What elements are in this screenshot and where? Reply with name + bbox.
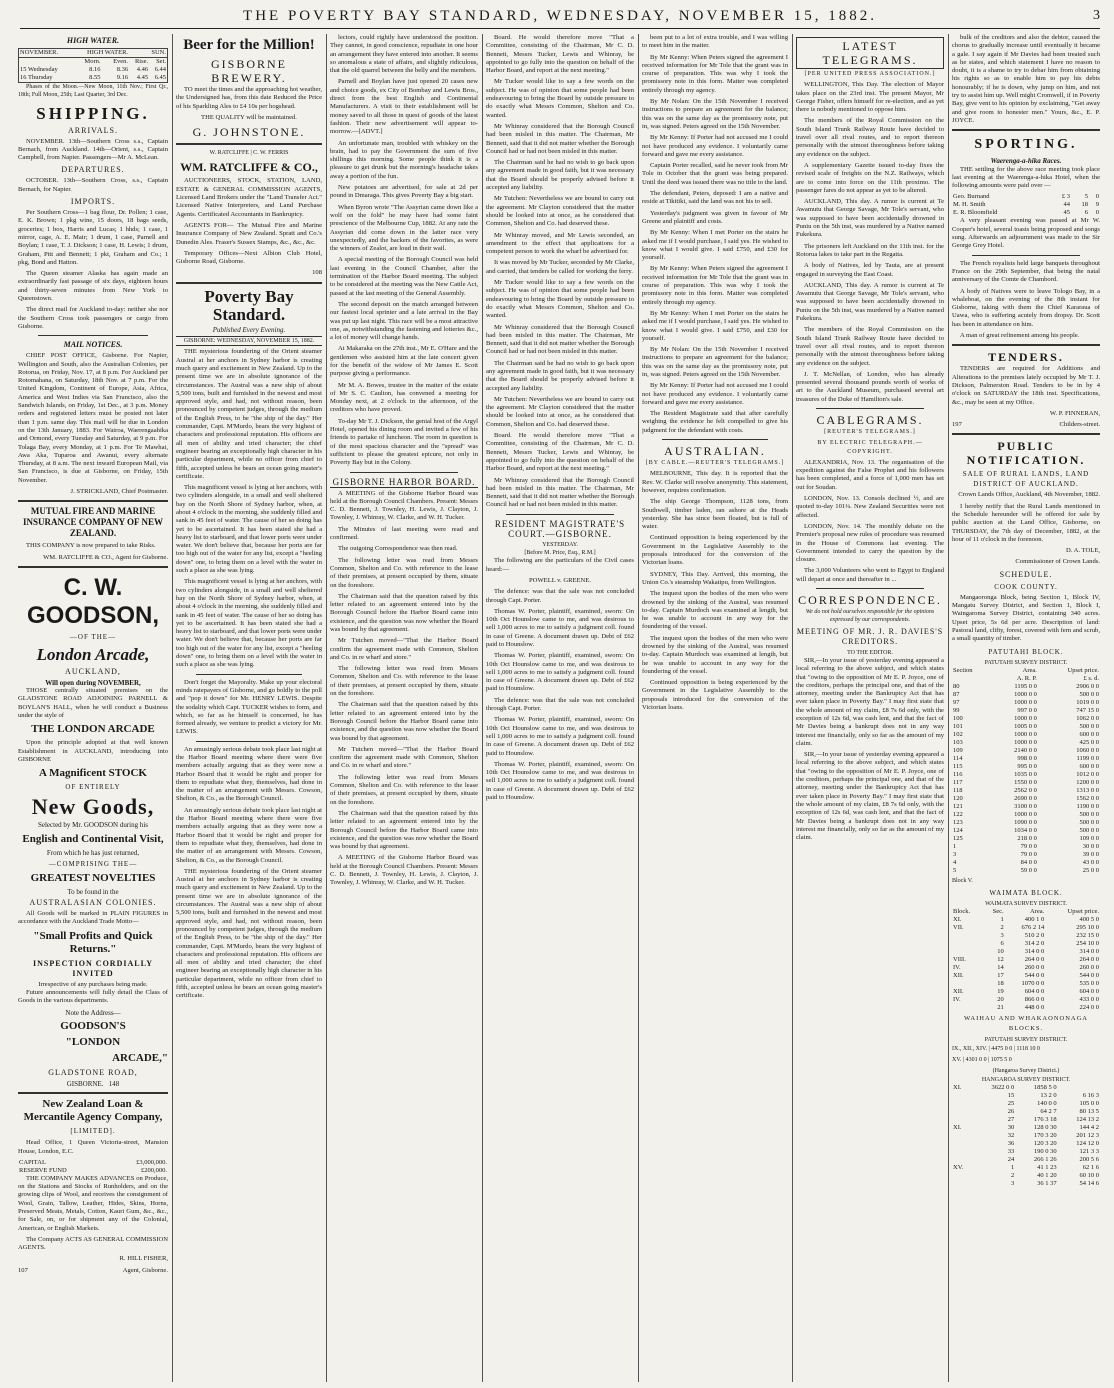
- tenders-sign: W. P. FINNERAN,: [1049, 409, 1100, 417]
- correspondence-title: MEETING OF MR. J. R. DAVIES'S CREDITORS.: [796, 626, 944, 646]
- news-paragraph: The French royalists held large banquets throughout France on the 29th September, that being the natal anniversary of the Comte de Chambord.: [952, 259, 1100, 284]
- column-3: [330, 34, 478, 1382]
- tenders-heading: TENDERS.: [988, 350, 1064, 365]
- waimata-sub: WAIMATA SURVEY DISTRICT.: [985, 901, 1067, 908]
- rm-court-day: YESTERDAY.: [542, 541, 578, 548]
- waimata-table: Block. Sec. Area. Upset price. XI. 1 400 1 0 400 5 0 VII. 2 676 2 14 295 10 0 3 510 2 0 232 15 0 6 314 2 0 254 10 0 10 314 0 0 314 0 0 VIII. 12 264 0 0 264 0 0 IV. 14 260 0 0 260 0 0 XII. 17 544 0 0 544 0 0 18 1070 0 0 535 0 0 XII. 19 604 0 0 604 0 0 IV. 20 866 0 0 433 0 0 21 448 0 0 224 0 0: [953, 908, 1099, 1012]
- telegram-paragraph: A body of Natives, led by Tauta, are at present engaged in surveying the East Coast.: [796, 262, 944, 278]
- editorial-paragraph: An amusingly serious debate took place last night at the Harbor Board meeting where there were five members actually arguing that as they were now a Harbor Board that it would be right and proper for them to repudiate what they, themselves, had done in the matter of an arrangement with Messrs. Cowson, Shelton, & Co., as the Borough Council.: [176, 745, 322, 803]
- harbor-paragraph: The Chairman said that the question raised by this letter related to an agreement entered into by the Borough Council before the Harbor Board came into existence, and the question was now whether the Board was bound by that agreement.: [330, 809, 478, 851]
- table-row: XV. 1 41 1 23 62 1 6: [953, 1163, 1099, 1171]
- news-paragraph: A body of Natives were to leave Tologo Bay, in a whaleboat, on the evening of the 8th instant for Gisborne, taking with them the Chief Kararaua of Uawa, who is suffering acutely from dropsy. Dr. Scott has been in attendance on him.: [952, 287, 1100, 328]
- table-row: 124 1034 0 0 500 0 0: [953, 826, 1099, 834]
- news-paragraph: Board. He would therefore move "That a Committee, consisting of the Chairman, Mr C. D. Bennett, Messrs Tucker, Lewis and Whinray, be appointed to go fully into the question on behalf of the Harbor Board, and report at the next meeting.": [486, 432, 634, 473]
- harbor-paragraph: A MEETING of the Gisborne Harbor Board was held at the Borough Council Chambers. Present: Messrs C. D. Bennett, J. Townley, H. Lewis, J. Clayton, J. Townley, J. Whinray, W. Clarke, and W. H. Tucker.: [330, 489, 478, 522]
- table-row: 101 1005 0 0 500 0 0: [953, 722, 1099, 730]
- sporting-body: A very pleasant evening was passed at Mr W. Cooper's hotel, several toasts being proposed and songs sung. Afterwards an adjournment was made to the Sir George Grey Hotel.: [952, 217, 1100, 250]
- tide-sub: Even.: [113, 58, 129, 65]
- column-7: [952, 34, 1100, 1382]
- schedule-desc: Mangaoronga Block, being Section 1, Block IV, Mangatu Survey District, and Section 1, Block I, Waingaroma Survey District, containing 340 acres. Upset price, 5s 6d per acre. Description of land: Pastoral land, clifty, forest, covered with fern and scrub, a small quantity of timber.: [952, 593, 1100, 643]
- mail-notices-heading: MAIL NOTICES.: [63, 340, 123, 350]
- court-paragraph: By Mr Kenny: When I met Porter on the stairs he asked me if I would purchase, I said yes. He wished to know what I would give. I said £750, and £30 for yourself.: [642, 229, 788, 262]
- goodson-future: Future announcements will fully detail the Class of Goods in the various departments.: [18, 989, 168, 1005]
- tide-sub: Morn.: [84, 58, 101, 65]
- public-notification-heading: PUBLIC NOTIFICATION.: [966, 439, 1086, 468]
- table-row: 120 2690 0 0 1562 0 0: [953, 794, 1099, 802]
- editorial-paragraph: THE mysterious foundering of the Orient steamer Austral at her anchors in Sydney harbor is creating much query and excitement in New Zealand. Up to the present time we are in absolute ignorance of the circumstances. The Austral was a new ship of about 5,500 tons, built and furnished in the newest and most approved style, and had, not without reason, been pronounced by competent judges, through the medium of the English Press, to be "the ship of the day." Her commander, Capt. M'Murdo, bears the very highest of characters and professional reputation. His officers are all men of ability and tried character; the chief engineer bearing an exceptionally high character in his particular department, while no officer from chief to fifth, accepted unless he bears an ocean going master's certificate.: [176, 348, 322, 480]
- cablegrams-sub: BY ELECTRIC TELEGRAPH.—COPYRIGHT.: [817, 440, 923, 455]
- news-paragraph: The second deposit on the match arranged between our fastest local sprinter and a late arrival in the Bay was put up last night. This race will be a most attractive one, as, notwithstanding the fastening and lotteries &c., a lot of money will change hands.: [330, 300, 478, 342]
- news-paragraph: Mr M. A. Bowes, trustee in the matter of the estate of Mr S. C. Caulton, has convened a meeting for Monday next, at 2 o'clock in the afternoon, of the creditors who have proved.: [330, 381, 478, 414]
- table-row: XII. 17 544 0 0 544 0 0: [953, 972, 1099, 980]
- australian-paragraph: SYDNEY, This Day. Arrived, this morning, the Union Co.'s steamship Wakatipu, from Wellington.: [642, 570, 788, 586]
- court-paragraph: The defence: was that the sale was not concluded through Capt. Porter.: [486, 588, 634, 604]
- goodson-body: THOSE centrally situated premises on the GLADSTONE ROAD ADJOINING PARNELL & BOYLAN'S HALL, when he will conduct a Business under the style of: [18, 687, 168, 720]
- nz-loan-heading: New Zealand Loan & Mercantile Agency Company,: [23, 1098, 163, 1124]
- court-paragraph: Thomas W. Porter, plaintiff, examined, sworn: On 10th Oct Hounslow came to me, and was desirous to sell 1,000 acres to me to satisfy a judgment coll. found in case of Greene. A document drawn up. Debt of £62 paid to Hounslow.: [486, 760, 634, 802]
- harbor-paragraph: The Chairman said that the question raised by this letter related to an agreement entered into by the Borough Council before the Harbor Board came into existence, and the question was now whether the Board was bound by that agreement.: [330, 592, 478, 633]
- table-row: XI. 30 128 0 30 144 4 2: [953, 1123, 1099, 1131]
- court-paragraph: Yesterday's judgment was given in favour of Mr Greene and plaintiff and costs.: [642, 209, 788, 225]
- table-row: XII. 19 604 0 0 604 0 0: [953, 988, 1099, 996]
- mutual-fire-text: THIS COMPANY is now prepared to take Risks.: [26, 542, 156, 550]
- court-paragraph: The defendant, Peters, deposed: I am a native and reside at Tikitiki, said the land was not his to sell.: [642, 190, 788, 206]
- goodson-colonies: AUSTRALASIAN COLONIES.: [29, 898, 157, 908]
- shipping-note: The Queen steamer Alaska has again made an extraordinarily fast passage of six days, eighteen hours and thirty-seven minutes from New York to Queenstown.: [18, 270, 168, 303]
- beer-quality: THE QUALITY will be maintained.: [201, 113, 297, 121]
- beer-body: TO meet the times and the approaching hot weather, the Undersigned has, from this date Reduced the Price of his Sparkling Ales to £4 10s per hogshead.: [176, 86, 322, 110]
- table-row: 5 59 0 0 25 0 0: [953, 866, 1099, 874]
- waimata-heading: WAIMATA BLOCK.: [989, 889, 1063, 898]
- australian-paragraph: The inquest upon the bodies of the men who were drowned by the sinking of the Austral, was resumed to-day. Captain Murdoch was examined at length, but he was unable to account in any way for the foundering of the vessel.: [642, 634, 788, 675]
- column-1: [18, 34, 168, 1382]
- sporting-body: THE settling for the above race meeting took place last evening at the Waerenga-a-hika Hotel, when the following amounts were paid over —: [952, 165, 1100, 190]
- news-paragraph: At Makaraka on the 27th inst., Mr E. O'Hare and the gentlemen who assisted him at the late concert given for the benefit of the widow of Mr James E. Scott purpose giving a performance.: [330, 345, 478, 378]
- column-rule: [948, 34, 949, 1382]
- news-paragraph: Mr Whinray considered that the Borough Council had been misled in this matter. The Chairman, Mr Bennett, said that it did not matter whether the Borough Council had or had not been misled in this matter.: [486, 476, 634, 509]
- australian-paragraph: Continued opposition is being experienced by the Government in the Legislative Assembly to the proposals introduced for the conversion of the Victorian loans.: [642, 679, 788, 712]
- table-row: 6 314 2 0 254 10 0: [1000, 940, 1099, 948]
- news-paragraph: Mr Tutchen: Nevertheless we are bound to carry out the agreement. Mr Clayton considered that the matter should be looked into at once, as he considered that Common, Shelton and Co. had deserved these.: [486, 395, 634, 428]
- cablegram-paragraph: LONDON, Nov. 14. The monthly debate on the Premier's proposal new rules of procedure was resumed in the House of Commons last evening. The Government intended to carry the question by the closure.: [796, 522, 944, 564]
- high-water-heading: HIGH WATER.: [66, 36, 120, 45]
- goodson-name: C. W. GOODSON,: [26, 573, 159, 629]
- column-5: [642, 34, 788, 1382]
- news-paragraph: Board. He would therefore move "That a Committee, consisting of the Chairman, Mr C. D. Bennett, Messrs Tucker, Lewis and Whinray, be appointed to go fully into the question on behalf of the Harbor Board, and report at the next meeting.": [486, 34, 634, 75]
- waihau-sub: PATUTAHI SURVEY DISTRICT.: [984, 1037, 1068, 1044]
- sporting-heading: SPORTING.: [974, 137, 1078, 153]
- telegram-paragraph: AUCKLAND, This day. A rumor is current at Te Awamutu that George Savage, Mr Tole's servant, who was supposed to have been accidentally drowned in Puniu on the 5th inst, was murdered by a Native named Fukekura.: [796, 281, 944, 323]
- tide-col-sun: SUN.: [129, 49, 167, 58]
- news-paragraph: The Chairman said he had no wish to go back upon any agreement made in good faith, but it was necessary that the Board should be properly advised before it accepted any liability.: [486, 159, 634, 192]
- payout-row: E. R. Bloomfield 45 6 0: [953, 209, 1099, 217]
- imports-heading: IMPORTS.: [70, 197, 116, 207]
- public-notification-sign2: Commissioner of Crown Lands.: [1015, 558, 1100, 566]
- shipping-heading: SHIPPING.: [36, 103, 150, 123]
- telegram-paragraph: The prisoners left Auckland on the 11th inst. for the Rotorua lakes to take part in the Regatta.: [796, 242, 944, 258]
- goodson-address: GLADSTONE ROAD,: [48, 1067, 138, 1077]
- beer-heading: Beer for the Million!: [183, 37, 315, 53]
- payout-row: M. H. Smith 44 18 9: [953, 201, 1099, 209]
- standard-title: Poverty Bay Standard.: [204, 286, 294, 324]
- greatest-novelties: GREATEST NOVELTIES: [30, 871, 156, 884]
- column-4: [486, 34, 634, 1382]
- ratcliffe-body: AUCTIONEERS, STOCK, STATION, LAND, ESTATE & GENERAL COMMISSION AGENTS, Licensed Land Brokers under the "Land Transfer Act." Licensed Native Interpreters, and Land Purchase Agents. Certificated Accountants in Bankruptcy.: [176, 177, 322, 218]
- table-row: 10 314 0 0 314 0 0: [997, 948, 1099, 956]
- ratcliffe-agents: AGENTS FOR— The Mutual Fire and Marine Insurance Company of New Zealand. Spratt and Co.'s Dunedin Ales. Fraser's Sussex Stamps, &c., &c., &c.: [176, 221, 322, 246]
- news-paragraph: Parnell and Boylan have just opened 20 cases new and choice goods, ex City of Bombay and Lewis Bros., direct from the best English and Continental Manufacturers. A visit to their establishment will be money saved to all those in quest of goods of the latest fashion. Their new advertisement will appear to-morrow.—[ADVT.]: [330, 78, 478, 136]
- cablegram-paragraph: The 3,000 Volunteers who went to Egypt to England will depart at once and thereafter in ...: [796, 567, 944, 583]
- tide-row: 15 Wednesday 8.16 8.36 4.46 6.44: [20, 66, 166, 73]
- shipping-note: The direct mail for Auckland to-day: neither she nor the Southern Cross took passengers or cargo from Gisborne.: [18, 306, 168, 330]
- cablegrams-byline: [REUTER'S TELEGRAMS.]: [824, 428, 916, 435]
- telegram-paragraph: A supplementary Gazette issued to-day fixes the revised scale of freights on the N.Z. Railways, which are to come into force on the 11th proximo. The passenger fares do not appear as yet to be altered.: [796, 161, 944, 194]
- table-row: 100 1000 0 0 1062 0 0: [953, 714, 1099, 722]
- table-row: 118 2562 0 0 1313 0 0: [953, 786, 1099, 794]
- goodson-irrespective: Irrespective of any purchases being made.: [38, 980, 148, 988]
- table-row: 87 1000 0 0 500 0 0: [953, 690, 1099, 698]
- cablegram-paragraph: LONDON, Nov. 13. Consols declined ½, and are quoted to-day 101¼. New Zealand Securities were not affected.: [796, 495, 944, 519]
- ratcliffe-heading: WM. RATCLIFFE & CO.,: [180, 160, 318, 175]
- goodson-marked: All Goods will be marked in PLAIN FIGURES in accordance with the Auckland Trade Motto—: [18, 910, 168, 926]
- waihau-row: IX., XII., XIV. | 4475 0 0 | 1118 10 0: [952, 1045, 1041, 1052]
- news-paragraph: A man of great refinement among his people.: [960, 332, 1080, 340]
- news-paragraph: The Chairman said he had no wish to go back upon any agreement made in good faith, but it was necessary that the Board should be properly advised before it accepted any liability.: [486, 359, 634, 392]
- news-paragraph: Mr Tucker would like to say a few words on the subject. He was of opinion that some people had been endeavouring to bring the Board by outside pressure to do exactly what Messrs Common, Shelton and Co. wanted.: [486, 279, 634, 320]
- tenders-street: 197 Childers-street.: [952, 421, 1100, 429]
- table-row: 97 1000 0 0 1019 0 0: [953, 698, 1099, 706]
- news-paragraph: An unfortunate man, troubled with whiskey on the brain, had to pay the Government the sum of five shillings this morning. Some people think it is a pleasure to get drunk but the morning's headache takes away a portion of the fun.: [330, 139, 478, 180]
- arrivals-heading: ARRIVALS.: [68, 125, 118, 135]
- harbor-paragraph: The Minutes of last meeting were read and confirmed.: [330, 525, 478, 542]
- harbor-paragraph: The Chairman said that the question raised by this letter related to an agreement entered into by the Borough Council before the Harbor Board came into existence, and the question was now whether the Board was bound by that agreement.: [330, 701, 478, 742]
- editorial-paragraph: This magnificent vessel is lying at her anchors, with two cylinders alongside, in a small and well sheltered bay on the North Shore of Sydney harbor, when, at about 4 o'clock in the morning, she suddenly filled and sank in 45 feet of water. The cause of her so doing has yet to be ascertained. It has been stated she had a heavy list to starboard, and that lower ports were under water. We don't believe that, because her ports are far too high out of the water for any list, except a "heeling down" one, to bring them on a level with the water in such a place as she was lying.: [176, 578, 322, 669]
- table-row: 116 1035 0 0 1012 0 0: [953, 770, 1099, 778]
- goodson-address: GOODSON'S: [60, 1019, 126, 1032]
- ratcliffe-ref: 108: [312, 269, 322, 277]
- goodson-open: Will open during NOVEMBER,: [45, 678, 141, 687]
- tenders-body: TENDERS are required for Additions and Alterations to the premises lately occupied by Mr T. J. Dickson, Palmerston Road. Tenders to be in by 4 o'clock on SATURDAY the 18th inst. Specifications, &c., may be seen at my Office.: [952, 365, 1100, 406]
- table-row: 24 266 1 26 200 5 6: [1007, 1155, 1099, 1163]
- high-water-table: [18, 48, 168, 83]
- tide-col-month: NOVEMBER.: [19, 49, 73, 58]
- patutahi-sub: PATUTAHI SURVEY DISTRICT.: [984, 659, 1068, 666]
- table-row: 2 40 1 20 60 10 0: [1010, 1171, 1099, 1179]
- table-row: XI. 3622 0 0 1858 5 0: [953, 1083, 1057, 1091]
- nz-loan-body: THE COMPANY MAKES ADVANCES on Produce, on the Stations and Stocks of Runholders, and on the growing clips of Wool, and receives the consignment of Wool, Grain, Tallow, Leather, Hides, Skins, Horns, Preserved Meats, Metals, Cotton, Kauri Gum, &c., &c., for Sale, on, or for shipment any of the Colonial, American, or English Markets.: [18, 1174, 168, 1232]
- news-paragraph: Mr Tucker would like to say a few words on the subject. He was of opinion that some people had been endeavouring to bring the Board by outside pressure to do exactly what Messrs Common, Shelton and Co. wanted.: [486, 78, 634, 119]
- patutahi-heading: PATUTAHI BLOCK.: [988, 647, 1064, 656]
- goodson-address: ARCADE,": [112, 1051, 168, 1064]
- table-row: 3 510 2 0 232 15 0: [1000, 932, 1099, 940]
- goodson-from: From which he has just returned,: [46, 848, 140, 857]
- mutual-fire-heading: MUTUAL FIRE AND MARINE INSURANCE COMPANY OF NEW ZEALAND.: [23, 506, 163, 539]
- news-paragraph: A special meeting of the Borough Council was held last evening in the Council Chamber, after the termination of the Harbor Board meeting. The subject to be considered at the meeting was the New Cattle Act, passed at the last meeting of the General Assembly.: [330, 256, 478, 297]
- mail-notices-text: CHIEF POST OFFICE, Gisborne. For Napier, Wellington and South, also the Australian Colonies, per Rotorua, on Friday, Nov. 17, at 8 p.m. For Auckland per Rotomahana, on Saturday, 18th Nov. at 7 p.m. For the United Kingdom, Continent of Europe, Asia, Africa, America and West Indies via San Francisco, also the Sandwich Islands, on Friday, 1st Dec., at 3 p.m. Money orders and registered letters must be posted not later than 1 p.m. same day. This mail will be due in London on the 13th January, 1883. For Wairoa, Waerengaahika and Ormond, every Tuesday and Saturday, at 9 p.m. For Tolaga Bay, every Monday, at 1 p.m. For Te Mawhai, Awa Aka, Tuparoa and Awanui, every alternate Thursday, at 8 a.m. The next inward European Mail, via San Francisco, is due at Gisborne, on Friday, 15th November.: [18, 352, 168, 484]
- ratcliffe-offices: Temporary Offices—Next Albion Club Hotel, Gisborne Road, Gisborne.: [176, 249, 322, 266]
- court-paragraph: By Mr Kenny: When Peters signed the agreement I received information for Mr Tole that the grant was in course of preparation. This was why I took the promissory note in this form. Matter was completed entirely through my agency.: [642, 53, 788, 94]
- goodson-inspection: INSPECTION CORDIALLY INVITED: [33, 958, 153, 978]
- telegram-paragraph: The members of the Royal Commission on the South Island Trunk Railway Route have decided to travel over all rival routes, and to report thereon personally with the utmost thoroughness before taking any evidence on the subject.: [796, 117, 944, 158]
- australian-paragraph: The ship George Thompson, 1128 tons, from Southwell, timber laden, ran ashore at the Heads yesterday. She has since been floated, but is full of water.: [642, 498, 788, 531]
- court-paragraph: been put to a lot of extra trouble, and I was willing to meet him in the matter.: [642, 34, 788, 50]
- table-row: 125 218 0 0 109 0 0: [953, 834, 1099, 842]
- correspondence-heading: CORRESPONDENCE.: [798, 593, 942, 608]
- block-v-label: Block V.: [952, 877, 973, 884]
- court-paragraph: Thomas W. Porter, plaintiff, examined, sworn: On 10th Oct Hounslow came to me, and was desirous to sell 1,000 acres to me to satisfy a judgment coll. found in case of Greene. A document drawn up. Debt of £62 paid to Hounslow.: [486, 652, 634, 693]
- table-row: 99 997 0 0 747 15 0: [953, 706, 1099, 714]
- editorial-paragraph: Don't forget the Mayoralty. Make up your electoral minds ratepayers of Gisborne, and go boldly to the poll and "pop it down" for Mr. HENRY LEWIS. Despite the sodality which Capt. TUCKER wishes to form, and which, so far as he himself is concerned, he has formed already, we venture to predict a victory for Mr. LEWIS.: [176, 678, 322, 736]
- news-paragraph: To-day Mr T. J. Dickson, the genial host of the Argyl Hotel, opened his dining room and invited a few of his friends to partake of luncheon. The room in question is of the most spacious character and the "spread" was sufficient to please the greatest epicure, not only in Poverty Bay but in the Colony.: [330, 417, 478, 467]
- county-heading: COOK COUNTY.: [994, 582, 1058, 591]
- goodson-selected: Selected by Mr. GOODSON during his: [37, 821, 149, 830]
- goodson-entirely: OF ENTIRELY: [65, 783, 121, 792]
- latest-telegrams-heading: LATEST TELEGRAMS.: [796, 37, 944, 69]
- correspondence-paragraph: SIR,—In your issue of yesterday evening appeared a local referring to the above subject, and which states that "owing to the opposition of Mr E. P. Joyce, one of the creditors, perhaps the principal one, and that of the attorney, meeting under the Bankruptcy Act that has ever taken place in Poverty Bay." I may first state that the whole amount of my claim, £8 7s 6d only, with the exception of 12s 6d, was cash lent, and that the fact of Mr Davies being a bankrupt does not in any way interest me financially, only so far as the amount of my claim.: [796, 656, 944, 747]
- goodson-style: THE LONDON ARCADE: [31, 723, 155, 736]
- news-paragraph: Mr Whinray moved, and Mr Lewis seconded, an amendment to the effect that applications for a competent person to work the wharf be advertised for.: [486, 231, 634, 256]
- table-row: 80 1195 0 0 2906 0 0: [953, 682, 1099, 690]
- london-arcade-title: London Arcade,: [36, 644, 150, 664]
- telegram-paragraph: The members of the Royal Commission on the South Island Trunk Railway Route have decided to travel over all rival routes, and to report thereon personally with the utmost thoroughness before taking any evidence on the subject.: [796, 326, 944, 367]
- sporting-payouts: [952, 193, 1100, 217]
- correspondence-note: We do not hold ourselves responsible for the opinions expressed by our correspondents.: [805, 609, 935, 624]
- cablegram-paragraph: ALEXANDRIA, Nov. 13. The organisation of the expedition against the False Prophet and his followers has been completed, and a force of 1,000 men has set out for Soudan.: [796, 458, 944, 491]
- editorial: [176, 348, 322, 1000]
- departures-heading: DEPARTURES.: [61, 165, 125, 175]
- correspondence-continued: bulk of the creditors and also the debtor, caused the chorus to gradually increase until eventually it became a gale. I say again if Mr Davies had been treated such as he states, and which statement I have no reason to doubt, it is a shame to try to debar him from obtaining his rights so as to enable him to pay his debts honourably; if he is down, why jump on him, and not try to assist him up. Well might Cromwell, if in Poverty Bay, give vent to his opinion by exclaiming, "Get away and give room to honester men." Yours, &c., E. P. JOYCE.: [952, 34, 1100, 124]
- telegram-paragraph: WELLINGTON, This Day. The election of Mayor takes place on the 23rd inst. The present Mayor, Mr George Fisher, offers himself for re-election, and as yet there is nobody mentioned to oppose him.: [796, 81, 944, 114]
- column-2: [176, 34, 322, 1382]
- table-row: 123 1090 0 0 500 0 0: [953, 818, 1099, 826]
- table-row: 27 176 3 18 124 13 2: [1007, 1115, 1099, 1123]
- table-row: 3 36 1 37 54 14 6: [1010, 1179, 1099, 1187]
- tide-col-high: HIGH WATER.: [72, 49, 129, 58]
- column-rule: [638, 34, 639, 1382]
- nz-loan-capital: CAPITAL £3,000,000. RESERVE FUND £200,000.: [19, 1158, 167, 1174]
- departures-text: OCTOBER. 13th—Southern Cross, s.s., Captain Bernach, for Napier.: [18, 177, 168, 193]
- news-paragraph: It was moved by Mr Tucker, seconded by Mr Clarke, and carried, that tenders be called for working the ferry.: [486, 259, 634, 275]
- court-paragraph: By Mr Kenny: If Porter had not accused me I could not have produced any evidence. I voluntarily came forward and gave me every assistance.: [642, 382, 788, 406]
- mutual-fire-sign: WM. RATCLIFFE & CO., Agent for Gisborne.: [43, 553, 168, 561]
- harbor-paragraph: A MEETING of the Gisborne Harbor Board was held at the Borough Council Chambers. Present: Messrs C. D. Bennett, J. Townley, H. Lewis, J. Clayton, J. Townley, J. Whinray, W. Clarke, and W. H. Tucker.: [330, 854, 478, 887]
- rm-court-heading: RESIDENT MAGISTRATE'S COURT.—GISBORNE.: [494, 518, 626, 539]
- column-rule: [482, 34, 483, 1382]
- waihau-row: XV. | 4301 0 0 | 1075 5 0: [952, 1057, 1012, 1064]
- court-paragraph: By Mr Nolan: On the 15th November I received instructions to prepare an agreement for the balance; this was on the same day as the promissory note, put in, was signed. Peters agreed on the 15th November.: [642, 98, 788, 130]
- news-paragraph: Mr Tutchen: Nevertheless we are bound to carry out the agreement. Mr Clayton considered that the matter should be looked into at once, as he considered that Common, Shelton and Co. had deserved these.: [486, 195, 634, 228]
- court-paragraph: By Mr Kenny: When Peters signed the agreement I received information for Mr Tole that the grant was in course of preparation. This was why I took the promissory note in this form. Matter was completed entirely through my agency.: [642, 265, 788, 306]
- editorial-paragraph: An amusingly serious debate took place last night at the Harbor Board meeting where there were five members actually arguing that as they were now a Harbor Board that it would be right and proper for them to repudiate what they, themselves, had done in the matter of an arrangement with Messrs. Cowson, Shelton, & Co., as the Borough Council.: [176, 806, 322, 864]
- harbor-paragraph: The following letter was read from Messrs Common, Shelton and Co. with reference to the lease of their premises, at present occupied by them, situate on the foreshore.: [330, 773, 478, 806]
- masthead: [20, 6, 1100, 29]
- table-row: IV. 14 260 0 0 260 0 0: [953, 964, 1099, 972]
- public-notification-sign: D. A. TOLE,: [1065, 547, 1100, 555]
- beer-sign: G. JOHNSTONE.: [192, 125, 306, 140]
- goodson-found: To be found in the: [67, 887, 119, 896]
- ratcliffe-names: W. RATCLIFFE | C. W. FERRIS: [209, 150, 289, 157]
- goodson-motto: "Small Profits and Quick Returns.": [33, 929, 153, 955]
- table-row: IV. 20 866 0 0 433 0 0: [953, 996, 1099, 1004]
- public-notification-office: Crown Lands Office, Auckland, 4th November, 1882.: [958, 491, 1100, 499]
- australian-paragraph: Continued opposition is being experienced by the Government in the Legislative Assembly to the proposals introduced for the conversion of the Victorian loans.: [642, 534, 788, 567]
- public-notification-sub: SALE OF RURAL LANDS, LAND DISTRICT OF AUCKLAND.: [962, 470, 1090, 489]
- court-paragraph: By Mr Nolan: On the 15th November I received instructions to prepare an agreement for the balance; this was on the same day as the promissory note, put in, was signed. Peters agreed on the 15th November.: [642, 346, 788, 378]
- table-row: 3 79 0 0 39 0 0: [953, 850, 1099, 858]
- correspondence-to: TO THE EDITOR.: [847, 649, 893, 656]
- court-case: POWELL v. GREENE.: [529, 576, 591, 584]
- australian-byline: [BY CABLE.—REUTER'S TELEGRAMS.]: [645, 460, 785, 467]
- court-paragraph: The defence: was that the sale was not concluded through Capt. Porter.: [486, 696, 634, 713]
- column-rule: [326, 34, 327, 1382]
- table-row: 21 448 0 0 224 0 0: [997, 1004, 1099, 1012]
- news-paragraph: Mr Whinray considered that the Borough Council had been misled in this matter. The Chairman, Mr Bennett, said that it did not matter whether the Borough Council had or had not been misled in this matter.: [486, 122, 634, 155]
- court-paragraph: Thomas W. Porter, plaintiff, examined, sworn: On 10th Oct Hounslow came to me, and was desirous to sell 1,000 acres to me to satisfy a judgment coll. found in case of Greene. A document drawn up. Debt of £62 paid to Hounslow.: [486, 607, 634, 648]
- goodson-comprising: —COMPRISING THE—: [48, 859, 138, 868]
- moon-phases: Phases of the Moon.—New Moon, 11th Nov.; First Qr., 18th; Full Moon, 25th; Last Quarter, 3rd Dec.: [18, 84, 168, 99]
- table-row: 15 13 2 0 6 16 3: [1007, 1091, 1099, 1099]
- news-paragraph: When Byron wrote "The Assyrian came down like a wolf on the fold" he may have had some faint prescience of the Melbourne Cup, 1882. At any rate the Assyrian did come down in the latter race very unexpectedly, and the backers of the favorites, as were the winners of Zealot, are loud in their wail.: [330, 203, 478, 253]
- rm-court-before: [Before M. Price, Esq., R.M.]: [524, 550, 596, 557]
- table-row: VIII. 12 264 0 0 264 0 0: [953, 956, 1099, 964]
- table-row: 36 120 3 20 124 12 0: [1007, 1139, 1099, 1147]
- correspondence-paragraph: SIR,—In your issue of yesterday evening appeared a local referring to the above subject, and which states that "owing to the opposition of Mr E. P. Joyce, one of the creditors, perhaps the principal one, and that of the attorney, meeting under the Bankruptcy Act that has ever taken place in Poverty Bay." I may first state that the whole amount of my claim, £8 7s 6d only, with the exception of 12s 6d, was cash lent, and that the fact of Mr Davies being a bankrupt does not in any way interest me financially, only so far as the amount of my claim.: [796, 751, 944, 842]
- public-notification-body: I hereby notify that the Rural Lands mentioned in the Schedule hereunder will be offered for sale by public auction at the Land Office, Gisborne, on THURSDAY, the 7th day of December, 1882, at the hour of 11 o'clock in the forenoon.: [952, 502, 1100, 543]
- brewery-heading: GISBORNE BREWERY.: [210, 57, 287, 85]
- table-row: 1 79 0 0 30 0 0: [953, 842, 1099, 850]
- goodson-address-last: GISBORNE. 148: [66, 1079, 120, 1088]
- patutahi-table: Section Area. Upset price. A. R. P. £ s. d. 80 1195 0 0 2906 0 0 87 1000 0 0 500 0 0 97 1000 0 0 1019 0 0 99 997 0 0 747 15 0 100 1000 0 0 1062 0 0 101 1005 0 0 500 0 0 102 1000 0 0 600 0 0 103 1000 0 0 425 0 0 109 2140 0 0 1060 0 0 114 998 0 0 1199 0 0 115 995 0 0 600 0 0 116 1035 0 0 1012 0 0 117 1550 0 0 1200 0 0 118 2562 0 0 1313 0 0 120 2690 0 0 1562 0 0 121 3100 0 0 1190 0 0 122 1000 0 0 500 0 0 123 1090 0 0 500 0 0 124 1034 0 0 500 0 0 125 218 0 0 109 0 0 1 79 0 0 30 0 0 3 79 0 0 39 0 0 4 84 0 0 43 0 0 5 59 0 0 25 0 0: [953, 666, 1099, 874]
- australian-paragraph: The inquest upon the bodies of the men who were drowned by the sinking of the Austral, was resumed to-day. Captain Murdoch was examined at length, but he was unable to account in any way for the foundering of the vessel.: [642, 590, 788, 631]
- australian-heading: AUSTRALIAN.: [664, 444, 766, 459]
- table-row: VII. 2 676 2 14 295 10 0: [953, 924, 1099, 932]
- court-paragraph: Captain Porter recalled, said he never took from Mr Tole in October that the grant was being prepared. Until the deed was issued there was no title to the land.: [642, 162, 788, 186]
- hangaroa-note: (Hangaroa Survey District.): [992, 1068, 1060, 1075]
- schedule-heading: SCHEDULE.: [999, 569, 1053, 579]
- news-paragraph: New potatoes are advertised, for sale at 2d per pound in Dmaraga. This gives Poverty Bay a big start.: [330, 184, 478, 200]
- tide-sub: Set.: [156, 58, 166, 65]
- arrivals-text: NOVEMBER. 13th—Southern Cross s.s., Captain Bernach, from Auckland. 14th—Orient, s.s., Captain Campbell, from Napier. Passengers—Mr A. McLean.: [18, 137, 168, 162]
- table-row: 121 3100 0 0 1190 0 0: [953, 802, 1099, 810]
- goodson-address: "LONDON: [65, 1035, 121, 1048]
- standard-dateline: GISBORNE: WEDNESDAY, NOVEMBER 15, 1882.: [176, 336, 322, 346]
- court-paragraph: Thomas W. Porter, plaintiff, examined, sworn: On 10th Oct Hounslow came to me, and was desirous to sell 1,000 acres to me to satisfy a judgment coll. found in case of Greene. A document drawn up. Debt of £62 paid to Hounslow.: [486, 716, 634, 757]
- table-row: 103 1000 0 0 425 0 0: [953, 738, 1099, 746]
- sporting-sub: Waerenga-a-hika Races.: [990, 157, 1062, 166]
- tide-sub: Rise.: [134, 58, 149, 65]
- table-row: XI. 1 400 1 0 400 5 0: [953, 916, 1099, 924]
- standard-sub: Published Every Evening.: [212, 325, 286, 334]
- table-row: 117 1550 0 0 1200 0 0: [953, 778, 1099, 786]
- harbor-paragraph: Mr Tutchen moved—"That the Harbor Board confirm the agreement made with Common, Shelton and Co. in re wharf and store.": [330, 637, 478, 661]
- mail-notices-sign: J. STRICKLAND, Chief Postmaster.: [70, 487, 168, 495]
- nz-loan-acts: The Company ACTS AS GENERAL COMMISSION AGENTS.: [18, 1235, 168, 1252]
- column-rule: [792, 34, 793, 1382]
- page-number: 3: [1093, 8, 1100, 23]
- harbor-paragraph: The following letter was read from Messrs Common, Shelton and Co. with reference to the lease of their premises, at present occupied by them, situate on the foreshore.: [330, 665, 478, 698]
- goodson-note: Note the Address—: [65, 1008, 121, 1017]
- payout-row: Geo. Burnand £ 3 5 0: [953, 193, 1099, 201]
- australian-paragraph: MELBOURNE, This day. It is reported that the Rev. W. Clarke will resolve anonymity. This statement, however, requires confirmation.: [642, 470, 788, 494]
- imports-text: Per Southern Cross—1 bag flour, Dr. Pollen; 1 case, E. K. Brown; 1 pkg wine, 15 doors, 18 bags seeds, groceries; 1 box, Harris and Lucas; 1 hhds; 1 case, 1 mirror, cage, A. E. Mair; 1 drum, 1 case, Parnell and Boylan; 1 case, T. J. Dickson; 1 case, H. Lewis; 1 drum, Graham, Pitt and Bennett; 1 pkt, Graham and Co.; 1 pkg, Bond and Hatton.: [18, 209, 168, 266]
- table-row: 32 170 3 20 201 12 3: [1007, 1131, 1099, 1139]
- editorial-paragraph: THE mysterious foundering of the Orient steamer Austral at her anchors in Sydney harbor is creating much query and excitement in New Zealand. Up to the present time we are in absolute ignorance of the circumstances. The Austral was a new ship of about 5,500 tons, built and furnished in the newest and most approved style, and had, not without reason, been pronounced by competent judges, through the medium of the English Press, to be "the ship of the day." Her commander, Capt. M'Murdo, bears the very highest of characters and professional reputation. His officers are all men of ability and tried character; the chief engineer bearing an exceptionally high character in his particular department, while no officer from chief to fifth, accepted unless he bears an ocean going master's certificate.: [176, 867, 322, 1000]
- nz-loan-office: Head Office, 1 Queen Victoria-street, Mansion House, London, E.C.: [18, 1139, 168, 1155]
- cablegrams-heading: CABLEGRAMS.: [816, 412, 924, 427]
- table-row: 114 998 0 0 1199 0 0: [953, 754, 1099, 762]
- harbor-board-heading: GISBORNE HARBOR BOARD.: [330, 477, 478, 488]
- waihau-heading: WAIHAU AND WHAKAONONAGA BLOCKS.: [964, 1015, 1088, 1033]
- nz-loan-sign: R. HILL FISHER,: [119, 1255, 168, 1263]
- telegram-paragraph: AUCKLAND, This day. A rumor is current at Te Awamutu that George Savage, Mr Tole's servant, who was supposed to have been accidentally drowned in Puniu on the 5th inst, was murdered by a Native named Fukekura.: [796, 198, 944, 239]
- tide-row: 16 Thursday 8.55 9.16 4.45 6.45: [20, 74, 166, 81]
- table-row: 33 190 0 30 121 3 3: [1007, 1147, 1099, 1155]
- column-rule: [172, 34, 173, 1382]
- court-paragraph: By Mr Kenny: When I met Porter on the stairs he asked me if I would purchase, I said yes. He wished to know what I would give. I said £750, and £30 for yourself.: [642, 309, 788, 342]
- court-paragraph: The Resident Magistrate said that after carefully weighing the evidence he felt compelled to give his judgment for the defendant with costs.: [642, 410, 788, 434]
- harbor-paragraph: Mr Tutchen moved—"That the Harbor Board confirm the agreement made with Common, Shelton and Co. in re wharf and store.": [330, 745, 478, 770]
- goodson-stock: A Magnificent STOCK: [39, 767, 147, 780]
- news-paragraph: lectors, could rightly have understood the position. They cannot, in good conscience, repudiate in one hour an arrangement they have entered into another. It seems so anomalous a state of affairs, and slightly ridiculous, that the old quarrel between the belly and the members.: [330, 34, 478, 75]
- hangaroa-table: [952, 1084, 1100, 1188]
- table-row: 26 64 2 7 80 13 5: [1007, 1107, 1099, 1115]
- goodson-body: Upon the principle adopted at that well known Establishment in AUCKLAND, introducing into GISBORNE: [18, 739, 168, 763]
- masthead-title: THE POVERTY BAY STANDARD, WEDNESDAY, NOVEMBER 15, 1882.: [243, 8, 877, 24]
- editorial-paragraph: This magnificent vessel is lying at her anchors, with two cylinders alongside, in a small and well sheltered bay on the North Shore of Sydney harbor, when, at about 4 o'clock in the morning, she suddenly filled and sank in 45 feet of water. The cause of her so doing has yet to be ascertained. It has been stated she had a heavy list to starboard, and that lower ports were under water. We don't believe that, because her ports are far too high out of the water for any list, except a "heeling down" one, to bring them on a level with the water in such a place as she was lying.: [176, 484, 322, 575]
- telegram-paragraph: J. T. McNellan, of London, who has already presented several thousand pounds worth of works of art to the Auckland Museum, purchased several art treasures of the Duke of Hamilton's sale.: [796, 370, 944, 403]
- nz-loan-limited: [LIMITED].: [70, 1127, 116, 1136]
- column-6: [796, 34, 944, 1382]
- table-row: 122 1000 0 0 500 0 0: [953, 810, 1099, 818]
- latest-byline: [PER UNITED PRESS ASSOCIATION.]: [804, 71, 936, 77]
- new-goods-heading: New Goods,: [31, 794, 155, 820]
- goodson-visit: English and Continental Visit,: [22, 832, 164, 845]
- table-row: 25 140 0 0 105 0 0: [1007, 1099, 1099, 1107]
- nz-loan-sign2: 107 Agent, Gisborne.: [18, 1266, 168, 1274]
- goodson-of-the: —OF THE—: [69, 632, 117, 641]
- harbor-paragraph: The outgoing Correspondence was then read.: [338, 545, 458, 553]
- news-paragraph: Mr Whinray considered that the Borough Council had been misled in this matter. The Chairman, Mr Bennett, said that it did not matter whether the Borough Council had or had not been misled in this matter.: [486, 323, 634, 356]
- table-row: 4 84 0 0 43 0 0: [953, 858, 1099, 866]
- table-row: 102 1000 0 0 600 0 0: [953, 730, 1099, 738]
- court-paragraph: The following are the particulars of the Civil cases heard:—: [486, 557, 634, 573]
- harbor-paragraph: The following letter was read from Messrs Common, Shelton and Co. with reference to the lease of their premises, at present occupied by them, situate on the foreshore.: [330, 556, 478, 589]
- hangaroa-heading: HANGAROA SURVEY DISTRICT.: [981, 1076, 1071, 1083]
- goodson-city: AUCKLAND,: [65, 666, 121, 676]
- table-row: 18 1070 0 0 535 0 0: [997, 980, 1099, 988]
- table-row: 115 995 0 0 600 0 0: [953, 762, 1099, 770]
- table-row: 109 2140 0 0 1060 0 0: [953, 746, 1099, 754]
- court-paragraph: By Mr Kenny: If Porter had not accused me I could not have produced any evidence. I voluntarily came forward and gave me every assistance.: [642, 134, 788, 158]
